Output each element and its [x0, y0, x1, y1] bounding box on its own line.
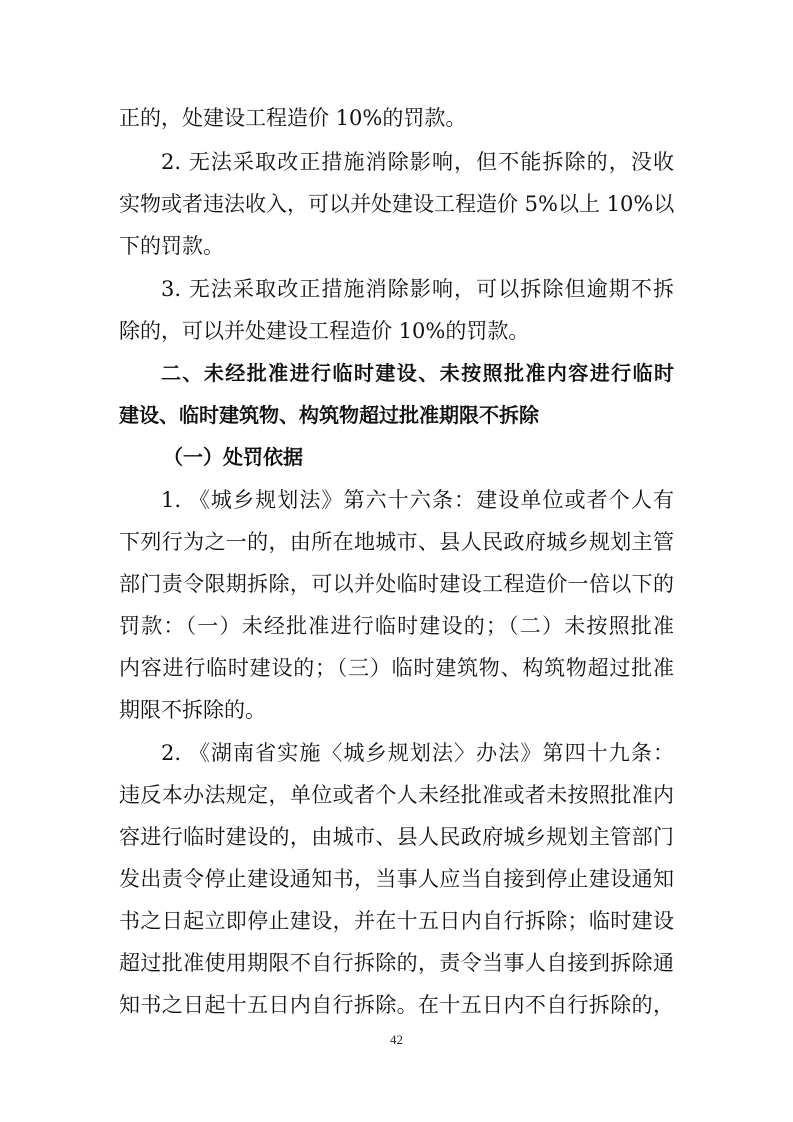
paragraph-line: 超过批准使用期限不自行拆除的，责令当事人自接到拆除通 [119, 951, 674, 975]
paragraph-line: 3. 无法采取改正措施消除影响，可以拆除但逾期不拆 [161, 277, 674, 301]
paragraph-line: 违反本办法规定，单位或者个人未经批准或者未按照批准内 [119, 783, 674, 807]
paragraph-line: 2. 《湖南省实施〈城乡规划法〉办法》第四十九条： [161, 741, 674, 765]
section-heading: 建设、临时建筑物、构筑物超过批准期限不拆除 [119, 403, 539, 427]
paragraph-line: 书之日起立即停止建设，并在十五日内自行拆除；临时建设 [119, 909, 674, 933]
paragraph-line: 知书之日起十五日内自行拆除。在十五日内不自行拆除的， [119, 993, 674, 1017]
paragraph-line: 2. 无法采取改正措施消除影响，但不能拆除的，没收 [161, 150, 674, 174]
paragraph-line: 罚款：（一）未经批准进行临时建设的；（二）未按照批准 [119, 614, 674, 638]
paragraph-line: 下列行为之一的，由所在地城市、县人民政府城乡规划主管 [119, 530, 674, 554]
section-heading: 二、未经批准进行临时建设、未按照批准内容进行临时 [161, 361, 674, 385]
paragraph-line: 正的，处建设工程造价 10%的罚款。 [119, 106, 467, 130]
paragraph-line: 部门责令限期拆除，可以并处临时建设工程造价一倍以下的 [119, 572, 674, 596]
paragraph-line: 下的罚款。 [119, 234, 224, 258]
paragraph-line: 内容进行临时建设的；（三）临时建筑物、构筑物超过批准 [119, 656, 674, 680]
paragraph-line: 容进行临时建设的，由城市、县人民政府城乡规划主管部门 [119, 825, 674, 849]
paragraph-line: 1. 《城乡规划法》第六十六条：建设单位或者个人有 [161, 488, 674, 512]
page-number: 42 [390, 1032, 403, 1047]
paragraph-line: 除的，可以并处建设工程造价 10%的罚款。 [119, 319, 530, 343]
paragraph-line: 期限不拆除的。 [119, 698, 266, 722]
paragraph-line: 实物或者违法收入，可以并处建设工程造价 5%以上 10%以 [119, 192, 674, 216]
subsection-heading: （一）处罚依据 [163, 445, 303, 469]
paragraph-line: 发出责令停止建设通知书，当事人应当自接到停止建设通知 [119, 867, 674, 891]
